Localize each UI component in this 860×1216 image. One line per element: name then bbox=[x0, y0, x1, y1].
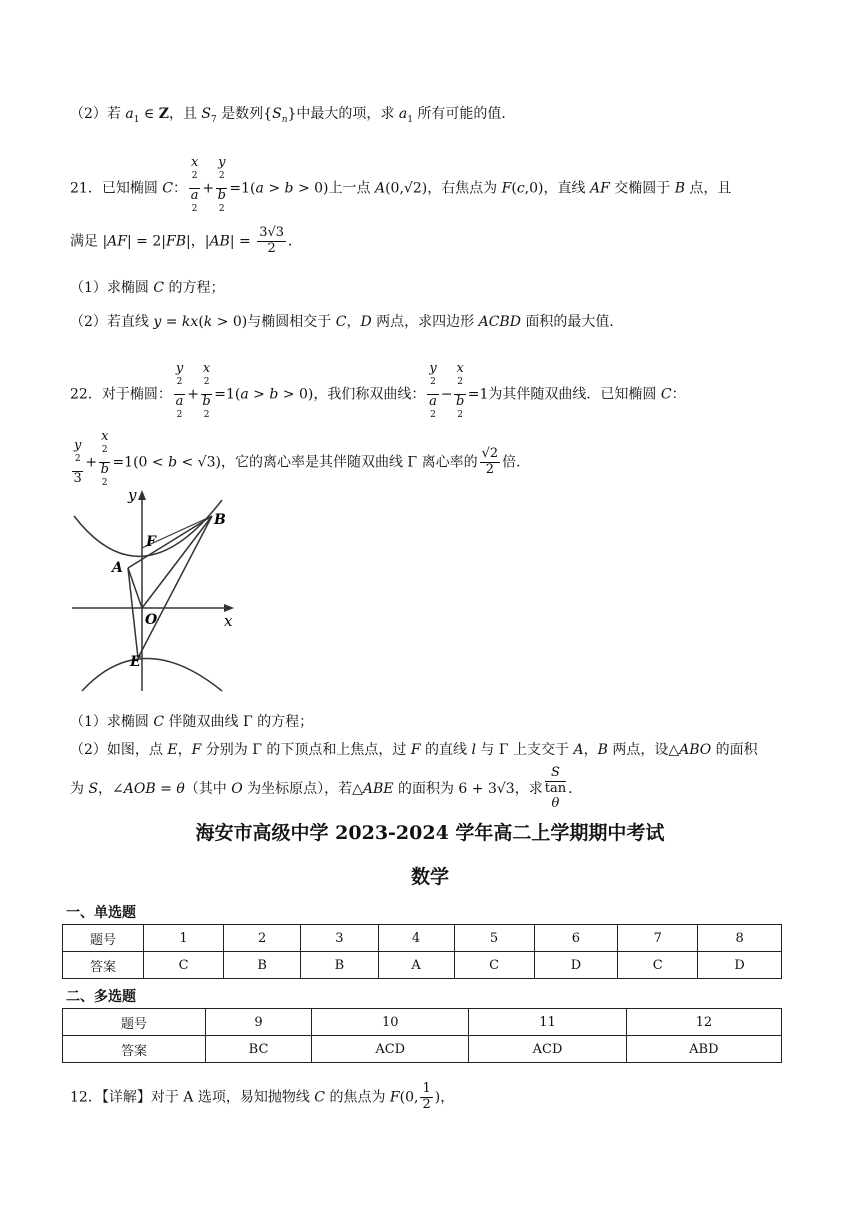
table-cell: D bbox=[534, 952, 618, 979]
table-cell: 8 bbox=[698, 925, 782, 952]
table-cell: C bbox=[618, 952, 698, 979]
q22-line1: 22．对于椭圆： y $^2$ a $^2$ + x $^2$ b $^2$ =1(a > b > 0)，我们称双曲线： y $^2$ a $^2$ − x $^2$ b $^2$ =1为其伴随双曲线．已知椭圆 C： bbox=[70, 361, 686, 421]
table-cell: ABD bbox=[626, 1036, 781, 1063]
table-cell: 1 bbox=[144, 925, 224, 952]
table-cell: D bbox=[698, 952, 782, 979]
table-row bbox=[63, 925, 782, 952]
row-label: 题号 bbox=[63, 925, 144, 952]
table-cell: B bbox=[224, 952, 301, 979]
label-y: y bbox=[128, 486, 137, 504]
line-BO bbox=[142, 516, 212, 608]
q22-part1: （1）求椭圆 C 伴随双曲线 Γ 的方程； bbox=[70, 714, 314, 730]
answer-title: 海安市高级中学 2023-2024 学年高二上学期期中考试 bbox=[195, 822, 665, 844]
label-B: B bbox=[214, 512, 226, 528]
table-cell: A bbox=[378, 952, 454, 979]
table-cell: 11 bbox=[469, 1009, 626, 1036]
x-axis-arrow bbox=[224, 604, 234, 612]
table-cell: 9 bbox=[206, 1009, 312, 1036]
label-F: F bbox=[146, 534, 156, 550]
hyperbola-lower-branch bbox=[82, 659, 222, 692]
y-axis-arrow bbox=[138, 490, 146, 500]
row-label: 题号 bbox=[63, 1009, 206, 1036]
label-E: E bbox=[130, 654, 141, 670]
table-cell: 2 bbox=[224, 925, 301, 952]
q21-part1: （1）求椭圆 C 的方程； bbox=[70, 280, 225, 296]
q21-line2: 满足 |AF| = 2|FB|，|AB| = $\frac{3√3}{2}$ ． bbox=[70, 225, 303, 256]
label-A: A bbox=[112, 560, 123, 576]
line-AB bbox=[128, 516, 212, 568]
multi-choice-heading: 二、多选题 bbox=[66, 989, 136, 1005]
q21-line1: 21．已知椭圆 C： x $^2$ a $^2$ + y $^2$ b $^2$ =1(a > b > 0)上一点 A(0,√2)，右焦点为 F(c,0)，直线 AF 交椭圆于 B 点，且 bbox=[70, 155, 732, 215]
table-cell: 5 bbox=[454, 925, 534, 952]
q22-part2b: 为 S，∠AOB = θ（其中 O 为坐标原点），若△ABE 的面积为 6 + 3√3，求 S tan θ ． bbox=[70, 765, 583, 811]
row-label: 答案 bbox=[63, 952, 144, 979]
q22-line2: y $^2$ 3 + x $^2$ b $^2$ =1(0 < b < √3)，它的离心率是其伴随双曲线 Γ 离心率的 $\frac{√2}{2}$ 倍． bbox=[73, 429, 531, 489]
multi-choice-table bbox=[62, 1008, 782, 1063]
label-O: O bbox=[145, 612, 158, 628]
table-cell: 3 bbox=[301, 925, 378, 952]
table-cell: 6 bbox=[534, 925, 618, 952]
table-cell: B bbox=[301, 952, 378, 979]
q21-part2: （2）若直线 y = kx(k > 0)与椭圆相交于 C，D 两点，求四边形 ACBD 面积的最大值． bbox=[70, 314, 624, 330]
single-choice-table bbox=[62, 924, 782, 979]
q20-part2: （2）若 $a_1$ ∈ Z，且 $S_7$ 是数列$\{S_n\}$中最大的项，求 $a_1$ 所有可能的值． bbox=[70, 106, 516, 125]
table-cell: 12 bbox=[626, 1009, 781, 1036]
table-cell: ACD bbox=[312, 1036, 469, 1063]
table-row bbox=[63, 1036, 782, 1063]
table-cell: 10 bbox=[312, 1009, 469, 1036]
q22-part2a: （2）如图，点 E，F 分别为 Γ 的下顶点和上焦点，过 F 的直线 l 与 Γ 上支交于 A，B 两点，设△ABO 的面积 bbox=[70, 742, 758, 758]
table-cell: ACD bbox=[469, 1036, 626, 1063]
q12-detail: 12．【详解】对于 A 选项，易知抛物线 C 的焦点为 F(0, $\frac{1}{2}$ )， bbox=[70, 1081, 455, 1112]
single-choice-heading: 一、单选题 bbox=[66, 905, 136, 921]
answer-subject: 数学 bbox=[410, 866, 449, 888]
table-cell: C bbox=[454, 952, 534, 979]
table-cell: 4 bbox=[378, 925, 454, 952]
table-row bbox=[63, 952, 782, 979]
table-cell: BC bbox=[206, 1036, 312, 1063]
table-cell: 7 bbox=[618, 925, 698, 952]
row-label: 答案 bbox=[63, 1036, 206, 1063]
table-cell: C bbox=[144, 952, 224, 979]
hyperbola-figure bbox=[72, 486, 242, 694]
label-x: x bbox=[224, 612, 233, 630]
table-row bbox=[63, 1009, 782, 1036]
